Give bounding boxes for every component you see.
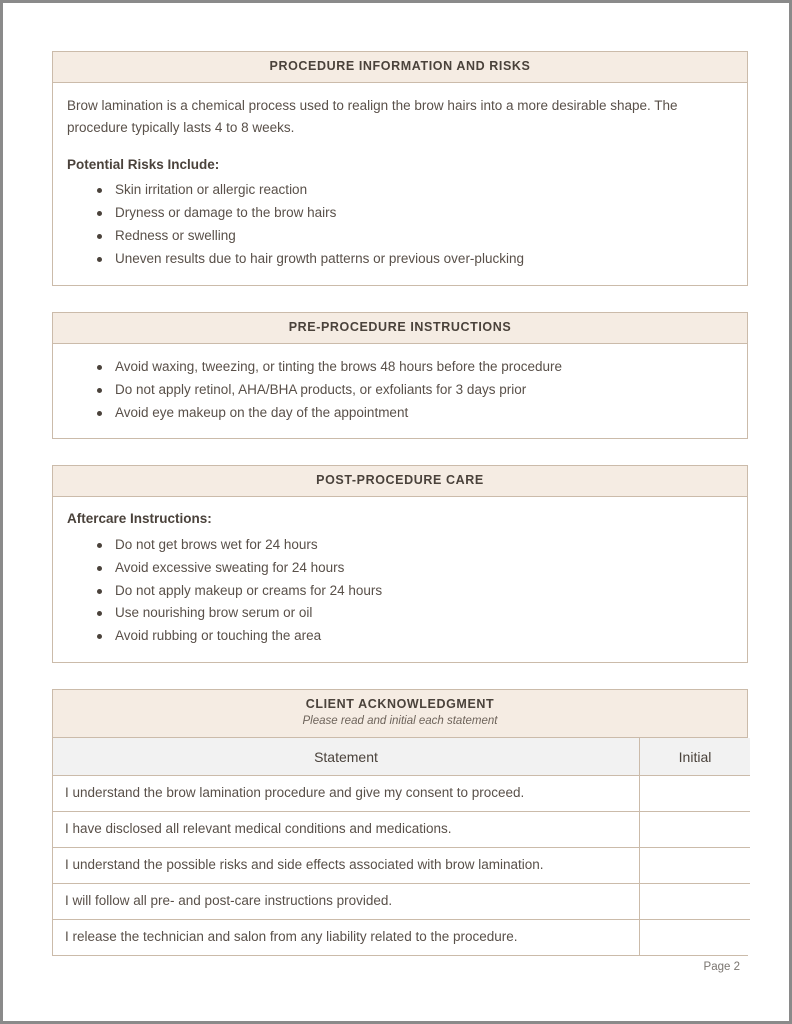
list-item: Use nourishing brow serum or oil (67, 602, 733, 625)
section-title: CLIENT ACKNOWLEDGMENT (305, 697, 495, 712)
list-item: Uneven results due to hair growth patterns or previous over-plucking (67, 248, 733, 271)
table-header-row (53, 738, 750, 776)
statement-text: I release the technician and salon from any liability related to the procedure. (53, 920, 640, 956)
section-procedure-information-and-risks (52, 51, 748, 286)
table-row (53, 812, 750, 848)
list-item: Avoid excessive sweating for 24 hours (67, 557, 733, 580)
list-item: Avoid eye makeup on the day of the appointment (67, 402, 733, 425)
table-row (53, 776, 750, 812)
column-header-initial: Initial (640, 738, 751, 776)
section-header (53, 313, 747, 344)
pre-procedure-list (67, 356, 733, 425)
section-body (53, 344, 747, 439)
section-title: PRE-PROCEDURE INSTRUCTIONS (288, 319, 512, 334)
table-row (53, 848, 750, 884)
statement-text: I understand the possible risks and side effects associated with brow lamination. (53, 848, 640, 884)
list-item: Avoid waxing, tweezing, or tinting the brows 48 hours before the procedure (67, 356, 733, 379)
section-body (53, 83, 747, 285)
section-post-procedure-care (52, 465, 748, 663)
table-row (53, 884, 750, 920)
statement-text: I have disclosed all relevant medical conditions and medications. (53, 812, 640, 848)
column-header-statement: Statement (53, 738, 640, 776)
potential-risks-heading: Potential Risks Include: (67, 156, 220, 172)
initial-field[interactable] (640, 884, 751, 920)
acknowledgment-header (53, 690, 747, 738)
section-pre-procedure-instructions (52, 312, 748, 440)
section-title: POST-PROCEDURE CARE (316, 473, 484, 488)
table-row (53, 920, 750, 956)
section-body (53, 497, 747, 662)
list-item: Dryness or damage to the brow hairs (67, 202, 733, 225)
initial-field[interactable] (640, 848, 751, 884)
acknowledgment-subtitle: Please read and initial each statement (302, 715, 498, 728)
potential-risks-list (67, 179, 733, 271)
acknowledgment-table (53, 738, 750, 955)
list-item: Redness or swelling (67, 225, 733, 248)
page-footer: Page 2 (703, 961, 740, 973)
list-item: Skin irritation or allergic reaction (67, 179, 733, 202)
list-item: Do not get brows wet for 24 hours (67, 534, 733, 557)
statement-text: I understand the brow lamination procedure and give my consent to proceed. (53, 776, 640, 812)
section-client-acknowledgment (52, 689, 748, 956)
section-header (53, 466, 747, 497)
page-content (52, 51, 748, 956)
initial-field[interactable] (640, 812, 751, 848)
list-item: Avoid rubbing or touching the area (67, 625, 733, 648)
aftercare-instructions-heading: Aftercare Instructions: (67, 511, 212, 527)
list-item: Do not apply retinol, AHA/BHA products, or exfoliants for 3 days prior (67, 379, 733, 402)
procedure-description: Brow lamination is a chemical process used to realign the brow hairs into a more desirable shape. The procedure typically lasts 4 to 8 weeks. (67, 98, 678, 135)
statement-text: I will follow all pre- and post-care instructions provided. (53, 884, 640, 920)
initial-field[interactable] (640, 920, 751, 956)
list-item: Do not apply makeup or creams for 24 hours (67, 580, 733, 603)
section-title: PROCEDURE INFORMATION AND RISKS (269, 59, 531, 73)
aftercare-list (67, 534, 733, 649)
initial-field[interactable] (640, 776, 751, 812)
section-header (53, 52, 747, 83)
